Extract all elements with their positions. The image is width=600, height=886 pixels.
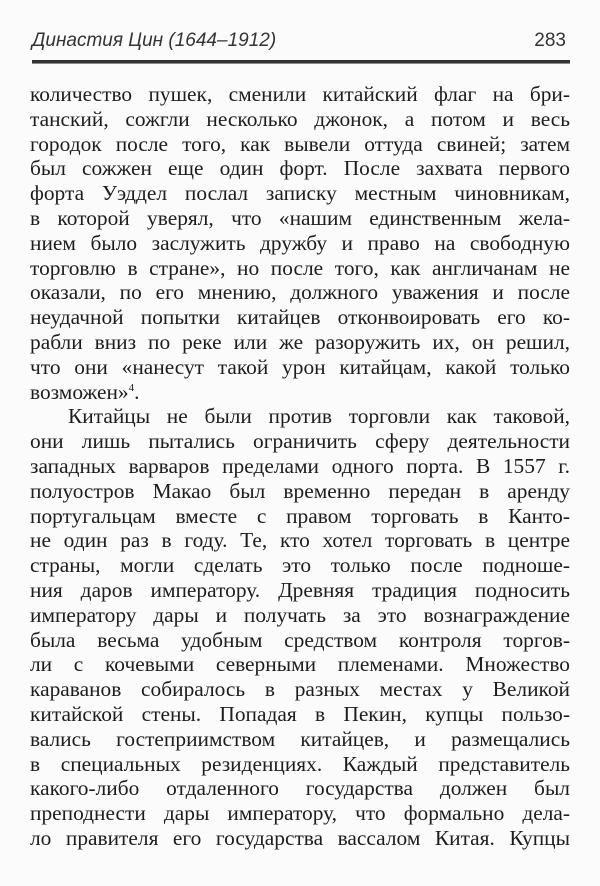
text-line (30, 479, 570, 504)
text-line (30, 404, 570, 429)
line-text: неудачной попытки китайцев отконвоировать его ко- (30, 305, 570, 330)
line-text: они лишь пытались ограничить сферу деятельности (30, 429, 570, 454)
text-line (30, 231, 570, 256)
line-text: вались гостеприимством китайцев, и размещались (30, 726, 570, 751)
text-line (30, 305, 570, 330)
text-line (30, 206, 570, 231)
line-text: количество пушек, сменили китайский флаг на бри- (30, 82, 570, 106)
line-text: не один раз в году. Те, кто хотел торговать в центре (30, 528, 570, 553)
text-line (30, 702, 570, 727)
line-text: преподнести дары императору, что формально дела- (30, 801, 570, 826)
line-text: португальцам вместе с правом торговать в Канто- (30, 503, 570, 528)
text-line (30, 504, 570, 529)
text-line (30, 355, 570, 380)
text-line (30, 156, 570, 181)
line-text: нием было заслужить дружбу и право на свободную (30, 230, 570, 255)
text-line (30, 181, 570, 206)
line-text: торговлю в стране», но после того, как англичанам не (30, 255, 570, 280)
text-line (30, 677, 570, 702)
header-rule (32, 60, 570, 64)
text-line (30, 776, 570, 801)
line-text: Китайцы не были против торговли как таковой, (68, 404, 570, 429)
text-line (30, 826, 570, 851)
text-line (30, 727, 570, 752)
text-line (30, 107, 570, 132)
running-title: Династия Цин (1644–1912) (32, 30, 277, 51)
text-line (30, 553, 570, 578)
line-text: китайской стены. Попадая в Пекин, купцы пользо- (30, 701, 570, 726)
line-text: караванов собиралось в разных местах у Великой (30, 677, 570, 702)
text-line (30, 801, 570, 826)
line-text: танский, сожгли несколько джонок, а потом и весь (30, 106, 570, 131)
text-line (30, 429, 570, 454)
line-text: полуостров Макао был временно передан в аренду (30, 478, 570, 503)
line-text: что они «нанесут такой урон китайцам, какой только (30, 354, 570, 379)
text-line (30, 82, 570, 107)
line-text: был сожжен еще один форт. После захвата первого (30, 156, 570, 181)
running-header (32, 30, 566, 54)
line-text: ли с кочевыми северными племенами. Множество (30, 652, 570, 677)
text-line (30, 256, 570, 281)
text-line (30, 330, 570, 355)
text-line (30, 132, 570, 157)
line-text: рабли вниз по реке или же разоружить их, он решил, (30, 329, 570, 354)
footnote-marker[interactable]: 4 (128, 381, 135, 394)
line-text: в специальных резиденциях. Каждый представитель (30, 751, 570, 776)
line-text: западных варваров пределами одного порта. В 1557 г. (30, 453, 570, 478)
paragraph (30, 82, 570, 404)
page-body (30, 82, 570, 851)
page-number: 283 (534, 30, 566, 51)
line-text: возможен» (30, 379, 129, 404)
line-text: императору дары и получать за это вознаграждение (30, 602, 570, 627)
line-text: оказали, по его мнению, должного уважения и после (30, 280, 570, 305)
line-text: форта Уэддел послал записку местным чиновникам, (30, 181, 570, 206)
text-line (30, 454, 570, 479)
text-line (30, 578, 570, 603)
text-line (30, 628, 570, 653)
text-line (30, 752, 570, 777)
text-line (30, 280, 570, 305)
line-text: была весьма удобным средством контроля торгов- (30, 627, 570, 652)
line-text: в которой уверял, что «нашим единственным жела- (30, 205, 570, 230)
line-text: страны, могли сделать это только после подноше- (30, 553, 570, 578)
text-line (30, 652, 570, 677)
line-text: ло правителя его государства вассалом Китая. Купцы (30, 825, 570, 850)
line-text: какого-либо отдаленного государства должен был (30, 776, 570, 801)
text-line: возможен»$^4$. (30, 379, 140, 404)
paragraph (30, 404, 570, 850)
line-text: городок после того, как вывели оттуда свиней; затем (30, 131, 570, 156)
line-text: ния даров императору. Древняя традиция подносить (30, 577, 570, 602)
text-line (30, 528, 570, 553)
text-line (30, 603, 570, 628)
